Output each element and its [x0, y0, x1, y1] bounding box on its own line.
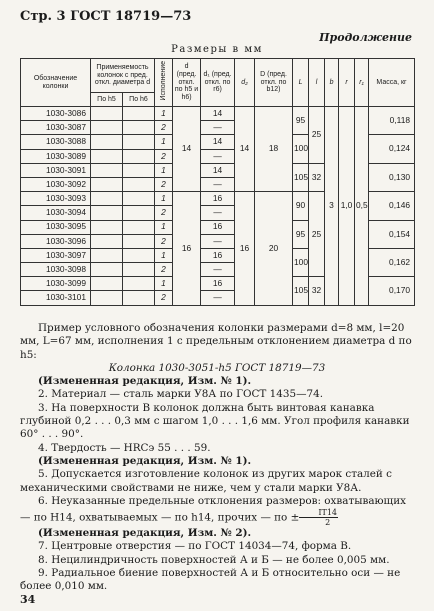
fraction-denominator: 2 [325, 518, 331, 528]
d1-cell: 14 [201, 107, 235, 121]
clause-2: 2. Материал — сталь марки У8А по ГОСТ 1435—74. [38, 388, 324, 401]
L-cell: 105 [293, 163, 309, 191]
h5-cell [91, 192, 123, 206]
continuation-label: Продолжение [319, 31, 412, 44]
D-cell: 20 [255, 192, 293, 306]
execution-cell: 2 [155, 291, 173, 305]
example-designation: Колонка 1030-3051-h5 ГОСТ 18719—73 [108, 361, 326, 374]
col-h5: По h5 [91, 93, 123, 107]
h6-cell [123, 163, 155, 177]
h5-cell [91, 177, 123, 191]
d1-cell: — [201, 263, 235, 277]
col-d2: d₂ [235, 59, 255, 107]
designation-cell: 1030-3092 [21, 177, 91, 191]
h5-cell [91, 220, 123, 234]
designation-cell: 1030-3088 [21, 135, 91, 149]
col-L: L [293, 59, 309, 107]
l-cell: 25 [309, 192, 325, 277]
h6-cell [123, 248, 155, 262]
designation-cell: 1030-3093 [21, 192, 91, 206]
edition-note: (Измененная редакция, Изм. № 2). [38, 527, 252, 540]
execution-cell: 2 [155, 206, 173, 220]
clause-9: 9. Радиальное биение поверхностей А и Б относительно оси — не более 0,010 мм. [20, 567, 401, 593]
col-applicability: Применяемость колонок с пред. откл. диаметра d [91, 59, 155, 93]
designation-cell: 1030-3097 [21, 248, 91, 262]
mass-cell: 0,170 [369, 277, 415, 305]
L-cell: 95 [293, 107, 309, 135]
L-cell: 100 [293, 135, 309, 163]
d1-cell: 16 [201, 192, 235, 206]
execution-cell: 1 [155, 192, 173, 206]
execution-cell: 2 [155, 234, 173, 248]
d1-cell: — [201, 149, 235, 163]
mass-cell: 0,118 [369, 107, 415, 135]
h5-cell [91, 163, 123, 177]
dimensions-table [20, 58, 415, 306]
h6-cell [123, 177, 155, 191]
page-header: Стр. 3 ГОСТ 18719—73 [20, 9, 192, 24]
clause-5: 5. Допускается изготовление колонок из других марок сталей с механическими свойствами не ниже, чем у стали марки У8А. [20, 468, 392, 494]
execution-cell: 1 [155, 277, 173, 291]
table-title: Размеры в мм [171, 44, 263, 55]
h5-cell [91, 107, 123, 121]
h6-cell [123, 121, 155, 135]
d1-cell: 14 [201, 135, 235, 149]
d1-cell: — [201, 121, 235, 135]
mass-cell: 0,162 [369, 248, 415, 276]
d-cell: 14 [173, 107, 201, 192]
d2-cell: 14 [235, 107, 255, 192]
d1-cell: 16 [201, 248, 235, 262]
h6-cell [123, 220, 155, 234]
col-h6: По h6 [123, 93, 155, 107]
example-paragraph: Пример условного обозначения колонки размерами d=8 мм, l=20 мм, L=67 мм, исполнения 1 с предельным отклонением диаметра d по h5: [20, 322, 412, 361]
h6-cell [123, 277, 155, 291]
h5-cell [91, 277, 123, 291]
L-cell: 100 [293, 248, 309, 276]
d-cell: 16 [173, 192, 201, 306]
d1-cell: — [201, 177, 235, 191]
h5-cell [91, 149, 123, 163]
clause-7: 7. Центровые отверстия — по ГОСТ 14034—74, форма В. [38, 540, 352, 553]
body-text [20, 322, 414, 594]
d1-cell: — [201, 206, 235, 220]
clause-4: 4. Твердость — HRCэ 55 . . . 59. [38, 441, 211, 454]
fraction-numerator: IT14 [299, 508, 338, 518]
h6-cell [123, 263, 155, 277]
l-cell: 32 [309, 163, 325, 191]
designation-cell: 1030-3091 [21, 163, 91, 177]
L-cell: 95 [293, 220, 309, 248]
execution-cell: 1 [155, 163, 173, 177]
execution-cell: 1 [155, 220, 173, 234]
execution-cell: 2 [155, 121, 173, 135]
execution-cell: 2 [155, 177, 173, 191]
page-number: 34 [20, 593, 36, 606]
designation-cell: 1030-3096 [21, 234, 91, 248]
h6-cell [123, 206, 155, 220]
d2-cell: 16 [235, 192, 255, 306]
execution-label: Исполнение [159, 61, 167, 101]
designation-cell: 1030-3099 [21, 277, 91, 291]
h6-cell [123, 149, 155, 163]
designation-cell: 1030-3086 [21, 107, 91, 121]
h6-cell [123, 291, 155, 305]
D-cell: 18 [255, 107, 293, 192]
edition-note: (Измененная редакция, Изм. № 1). [38, 375, 252, 388]
tolerance-fraction [299, 508, 338, 527]
clause-6-text: 6. Неуказанные предельные отклонения размеров: охватывающих — по Н14, охватываемых — по h14, прочих — по ± [20, 494, 406, 524]
clause-6 [20, 495, 414, 527]
h5-cell [91, 263, 123, 277]
col-l: l [309, 59, 325, 107]
h6-cell [123, 107, 155, 121]
h5-cell [91, 234, 123, 248]
L-cell: 90 [293, 192, 309, 220]
designation-cell: 1030-3101 [21, 291, 91, 305]
h5-cell [91, 121, 123, 135]
h6-cell [123, 192, 155, 206]
d1-cell: — [201, 291, 235, 305]
execution-cell: 1 [155, 135, 173, 149]
mass-cell: 0,124 [369, 135, 415, 163]
L-cell: 105 [293, 277, 309, 305]
col-D: D (пред. откл. по b12) [255, 59, 293, 107]
mass-cell: 0,146 [369, 192, 415, 220]
edition-note: (Измененная редакция, Изм. № 1). [38, 454, 252, 467]
r1-cell: 0,5 [355, 107, 369, 306]
col-designation: Обозначение колонки [21, 59, 91, 107]
d1-cell: 16 [201, 220, 235, 234]
h6-cell [123, 135, 155, 149]
l-cell: 25 [309, 107, 325, 164]
execution-cell: 2 [155, 263, 173, 277]
designation-cell: 1030-3089 [21, 149, 91, 163]
designation-cell: 1030-3098 [21, 263, 91, 277]
clause-8: 8. Нецилиндричность поверхностей А и Б — не более 0,005 мм. [38, 553, 390, 566]
h6-cell [123, 234, 155, 248]
col-r: r [339, 59, 355, 107]
l-cell: 32 [309, 277, 325, 305]
mass-cell: 0,154 [369, 220, 415, 248]
d1-cell: 16 [201, 277, 235, 291]
designation-cell: 1030-3095 [21, 220, 91, 234]
col-execution [155, 59, 173, 107]
h5-cell [91, 248, 123, 262]
mass-cell: 0,130 [369, 163, 415, 191]
h5-cell [91, 291, 123, 305]
clause-3: 3. На поверхности В колонок должна быть винтовая канавка глубиной 0,2 . . . 0,3 мм с шагом 1,0 . . . 1,6 мм. Угол профиля канавки 60° . . . 90°. [20, 401, 410, 441]
execution-cell: 1 [155, 248, 173, 262]
table-row [21, 107, 415, 121]
col-d1: d₁ (пред. откл. по r6) [201, 59, 235, 107]
col-b: b [325, 59, 339, 107]
d1-cell: 14 [201, 163, 235, 177]
designation-cell: 1030-3094 [21, 206, 91, 220]
b-cell: 3 [325, 107, 339, 306]
execution-cell: 1 [155, 107, 173, 121]
r-cell: 1,0 [339, 107, 355, 306]
execution-cell: 2 [155, 149, 173, 163]
h5-cell [91, 206, 123, 220]
col-d: d (пред. откл. по h5 и h6) [173, 59, 201, 107]
col-r1: r₁ [355, 59, 369, 107]
col-mass: Масса, кг [369, 59, 415, 107]
h5-cell [91, 135, 123, 149]
d1-cell: — [201, 234, 235, 248]
designation-cell: 1030-3087 [21, 121, 91, 135]
